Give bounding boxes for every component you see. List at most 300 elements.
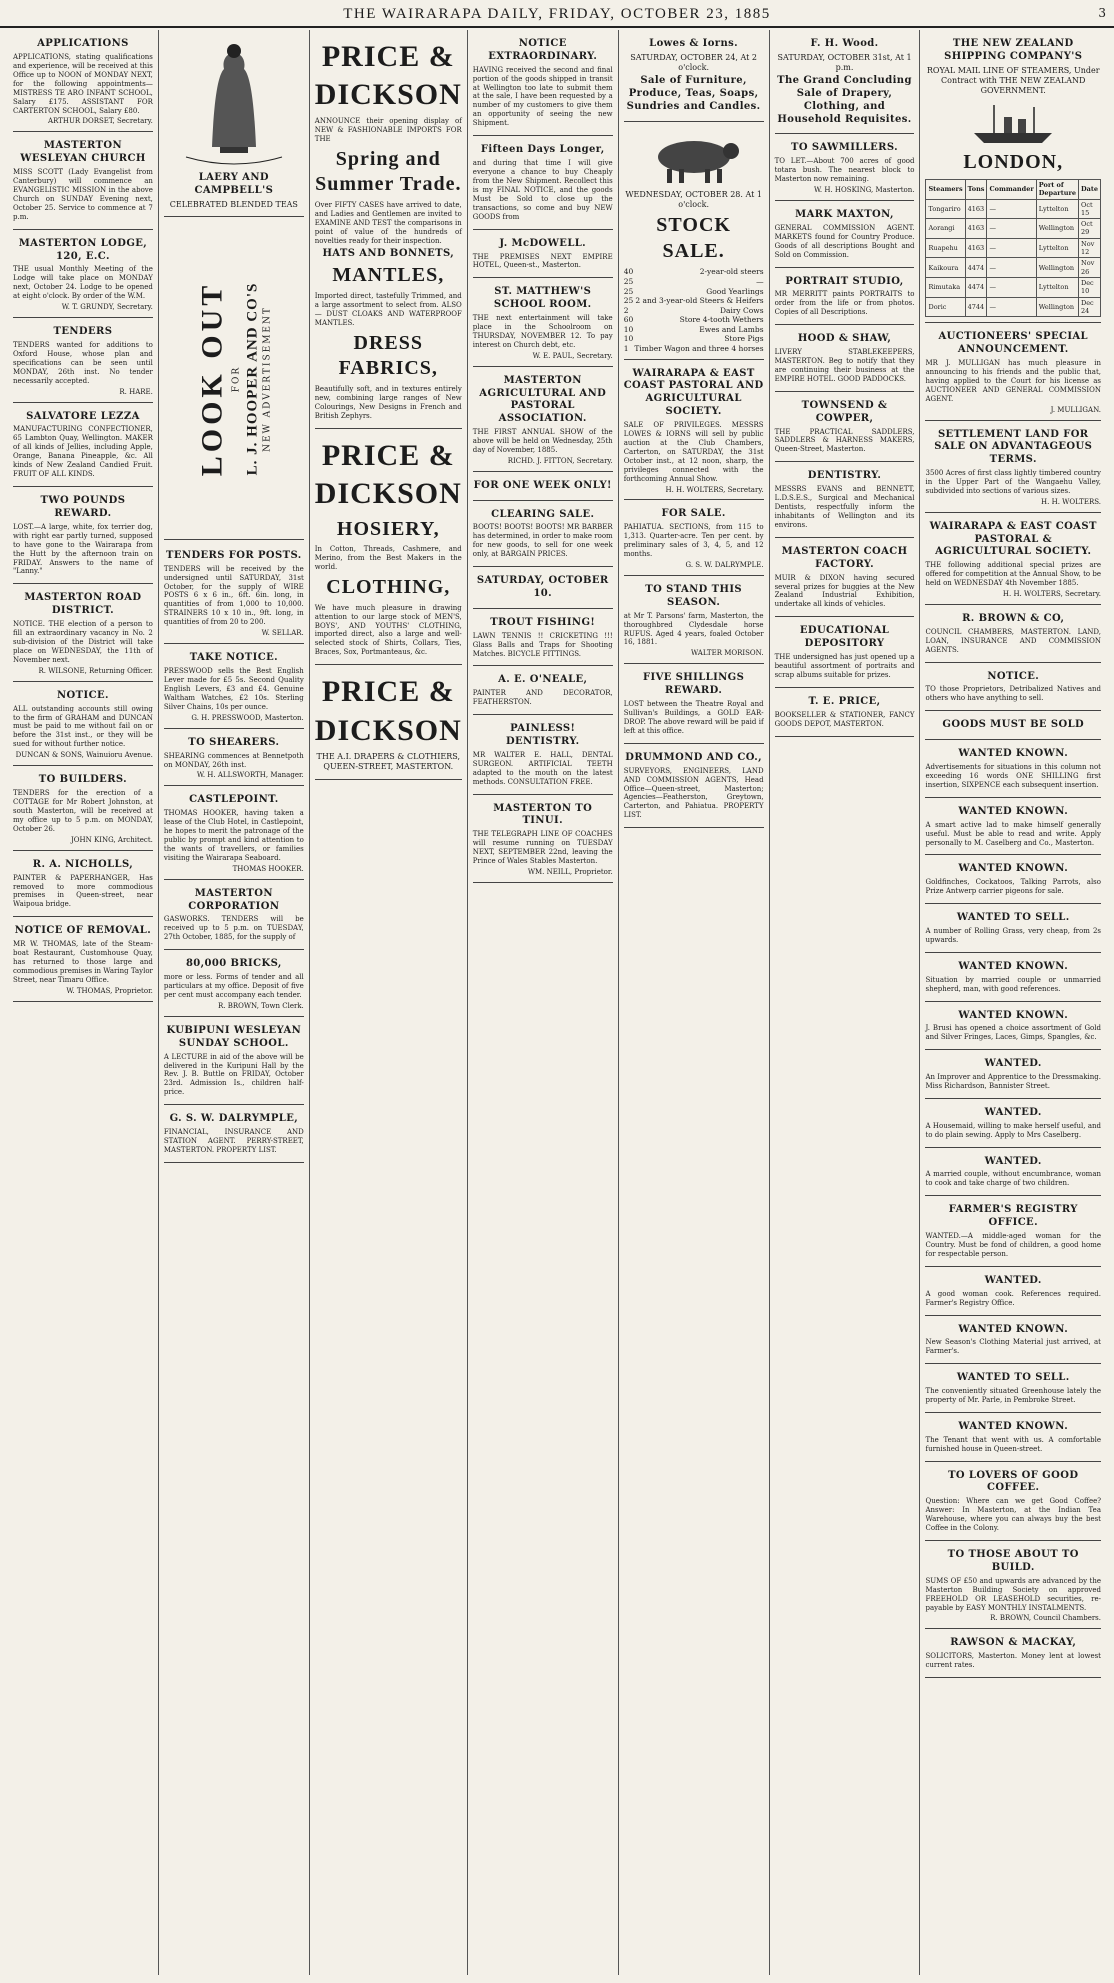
wood-sale-ad: [775, 32, 915, 134]
price-dickson-ad-2: [315, 431, 462, 666]
col1-ad: [13, 768, 153, 851]
table-header: Steamers: [926, 179, 965, 199]
ad-heading: FOR ONE WEEK ONLY!: [473, 479, 612, 491]
col5-ad: [624, 362, 764, 501]
col4-ad: [473, 569, 613, 609]
column-6-ads: [775, 136, 915, 736]
table-cell: Kaikoura: [926, 258, 965, 278]
ad-heading: HOOD & SHAW,: [797, 333, 892, 345]
ad-body: GENERAL COMMISSION AGENT. MARKETS found for Country Produce. Goods of all descriptions Bought and Sold on Commission.: [774, 223, 915, 259]
col7-ad: [925, 607, 1101, 663]
stock-qty: 10: [623, 324, 634, 334]
ad-body: LOST.—A large, white, fox terrier dog, with right ear partly turned, supposed to have gone to the Wairarapa from the Hutt by the afternoon train on FRIDAY. Answers to the name of "Lanny.": [13, 522, 153, 576]
table-cell: Lyttelton: [1036, 199, 1078, 219]
wanted-ad: [925, 742, 1101, 798]
ad-signature: W. H. HOSKING, Masterton.: [813, 186, 915, 195]
ad-heading: WANTED KNOWN.: [958, 748, 1069, 760]
col7-ad: [925, 515, 1101, 605]
col2-ad: [164, 1107, 304, 1163]
table-cell: Lyttelton: [1036, 278, 1078, 298]
lowes-title: Lowes & Iorns.: [649, 38, 739, 49]
table-cell: Tongariro: [926, 199, 965, 219]
table-row: [926, 238, 1101, 258]
ad-body: BOOKSELLER & STATIONER, FANCY GOODS DEPOT, MASTERTON.: [774, 710, 915, 728]
ad-body: J. Brusi has opened a choice assortment of Gold and Silver Fringes, Laces, Gimps, Spangles, &c.: [925, 1024, 1101, 1042]
col6-ad: [775, 327, 915, 392]
ad-signature: H. H. WOLTERS, Secretary.: [665, 485, 764, 494]
ad-body: COUNCIL CHAMBERS, MASTERTON. LAND, LOAN, INSURANCE AND COMMISSION AGENTS.: [925, 627, 1101, 654]
stock-row: [624, 325, 764, 335]
stock-item: Timber Wagon and three 4 horses: [634, 344, 764, 354]
stock-item: Store Pigs: [724, 334, 764, 344]
ad-signature: WM. NEILL, Proprietor.: [527, 867, 613, 876]
ad-signature: H. H. WOLTERS, Secretary.: [1002, 590, 1101, 599]
col4-ad: [473, 503, 613, 568]
ad-heading: TO SAWMILLERS.: [791, 142, 899, 154]
table-cell: —: [987, 219, 1036, 239]
wanted-ad: [925, 1631, 1101, 1678]
price-dickson-ad: [315, 32, 462, 429]
ad-heading: TENDERS FOR POSTS.: [166, 549, 302, 561]
column-5-ads: [624, 362, 764, 829]
stock-qty: 1: [623, 344, 629, 354]
col6-ad: [775, 540, 915, 617]
stock-qty: 60: [623, 315, 634, 325]
price-dickson-heading-2: PRICE & DICKSON: [314, 438, 462, 511]
price-dickson-heading-3: PRICE & DICKSON: [314, 675, 462, 747]
stock-qty: 25: [623, 276, 634, 286]
col2-ad: [164, 646, 304, 729]
ad-heading: WANTED TO SELL.: [956, 912, 1070, 924]
table-cell: —: [987, 297, 1036, 317]
ad-heading: WANTED TO SELL.: [956, 1372, 1070, 1384]
ad-heading: TO SHEARERS.: [188, 736, 280, 748]
ad-body: A LECTURE in aid of the above will be delivered in the Kuripuni Hall by the Rev. J. B. Buttle on FRIDAY, October 23rd. Admission Is., children half-price.: [163, 1052, 304, 1097]
ad-signature: J. MULLIGAN.: [1050, 405, 1101, 414]
masthead: [0, 0, 1114, 28]
lowes-iorns-sale-ad: [624, 32, 764, 122]
wanted-ad: [925, 1198, 1101, 1266]
ad-heading: G. S. W. DALRYMPLE,: [169, 1113, 299, 1125]
ad-body: A good woman cook. References required. Farmer's Registry Office.: [925, 1289, 1101, 1307]
table-cell: Wellington: [1036, 258, 1078, 278]
ad-heading: GOODS MUST BE SOLD: [942, 719, 1085, 731]
ad-body: A smart active lad to make himself generally useful. Must be able to read and write. Apply personally to M. Caselberg and Co., Masterton.: [925, 820, 1101, 847]
ad-body: BOOTS! BOOTS! BOOTS! MR BARBER has determined, in order to make room for new goods, to sell for one week only, at BARGAIN PRICES.: [472, 523, 613, 559]
stock-sale-ad: [624, 124, 764, 360]
ad-body: A number of Rolling Grass, very cheap, from 2s upwards.: [925, 926, 1101, 944]
table-cell: Wellington: [1036, 219, 1078, 239]
stock-item: Ewes and Lambs: [699, 324, 764, 334]
table-cell: Ruapehu: [926, 238, 965, 258]
ad-signature: WALTER MORISON.: [690, 649, 764, 658]
price-dickson-para: Over FIFTY CASES have arrived to date, and Ladies and Gentlemen are invited to EXAMINE AND TEST the comparisons in point of value of the hundreds of novelties ready for their inspection.: [314, 200, 462, 245]
stock-qty: 10: [623, 334, 634, 344]
ad-body: New Season's Clothing Material just arrived, at Farmer's.: [925, 1338, 1101, 1356]
ad-heading: WANTED.: [984, 1106, 1042, 1118]
ad-body: PAHIATUA. SECTIONS, from 115 to 1,313. Quarter-acre. Ten per cent. by preliminary sales of 3, 4, 5, and 12 months.: [623, 523, 764, 559]
stock-row: [624, 306, 764, 316]
ad-heading: ST. MATTHEW'S SCHOOL ROOM.: [493, 286, 592, 311]
ad-heading: CASTLEPOINT.: [189, 794, 279, 806]
wanted-ad: [925, 1101, 1101, 1148]
ad-heading: WANTED.: [984, 1155, 1042, 1167]
price-dickson-ad-3: [315, 667, 462, 779]
ad-heading: WANTED.: [984, 1274, 1042, 1286]
ad-heading: TROUT FISHING!: [490, 616, 596, 628]
hosiery-heading: HOSIERY,: [336, 517, 440, 540]
col4-ad: [473, 474, 613, 501]
shipping-title: THE NEW ZEALAND SHIPPING COMPANY'S: [944, 38, 1083, 62]
ad-heading: TO BUILDERS.: [38, 774, 128, 786]
ad-heading: FARMER'S REGISTRY OFFICE.: [948, 1204, 1078, 1229]
stock-sale-date: WEDNESDAY, OCTOBER 28. At 1 o'clock.: [625, 189, 762, 209]
col2-ad: [164, 731, 304, 787]
ad-heading: 80,000 BRICKS,: [185, 958, 282, 970]
shipping-subtitle: ROYAL MAIL LINE OF STEAMERS, Under Contract with THE NEW ZEALAND GOVERNMENT.: [926, 65, 1100, 96]
ad-heading: SETTLEMENT LAND FOR SALE ON ADVANTAGEOUS TERMS.: [934, 428, 1093, 466]
new-advertisement-label: NEW ADVERTISEMENT: [262, 305, 273, 452]
col6-ad: [775, 464, 915, 538]
sailing-table: [925, 179, 1101, 317]
shipping-destination: LONDON,: [963, 151, 1064, 174]
table-cell: Aorangi: [926, 219, 965, 239]
ad-body: LAWN TENNIS !! CRICKETING !!! Glass Balls and Traps for Shooting Matches. BICYCLE FITTINGS.: [472, 631, 613, 658]
ad-heading: DRUMMOND AND CO.,: [625, 751, 762, 763]
ad-body: and during that time I will give everyone a chance to buy Cheaply from the New Shipment. Recollect this is my FINAL NOTICE, and the goods Must be Sold to close up the transactions, so come and buy NEW GOODS from: [472, 159, 613, 221]
ad-body: SUMS OF £50 and upwards are advanced by the Masterton Building Society on approved FREEHOLD OR LEASEHOLD securities, re-payable by EASY MONTHLY INSTALMENTS.: [925, 1576, 1101, 1612]
col6-ad: [775, 690, 915, 737]
ad-body: more or less. Forms of tender and all particulars at my office. Deposit of five per cent must accompany each tender.: [163, 973, 304, 1000]
ad-heading: CLEARING SALE.: [491, 508, 595, 520]
ad-body: The conveniently situated Greenhouse lately the property of Mr. Parle, in Pembroke Street.: [925, 1387, 1101, 1404]
col1-ad: [13, 134, 153, 229]
stock-row: [624, 267, 764, 277]
column-7-ads: [925, 325, 1101, 740]
ad-signature: ARTHUR DORSET, Secretary.: [47, 117, 153, 126]
ad-signature: W. E. PAUL, Secretary.: [532, 351, 613, 360]
ad-heading: TENDERS: [53, 326, 113, 338]
col6-ad: [775, 270, 915, 326]
column-2: [159, 30, 310, 1975]
ad-heading: PORTRAIT STUDIO,: [785, 275, 904, 287]
ad-signature: W. T. GRUNDY, Secretary.: [61, 303, 153, 312]
table-cell: 4474: [965, 278, 987, 298]
col4-ad: [473, 138, 613, 229]
dress-fabrics-heading: DRESS FABRICS,: [338, 331, 438, 380]
hooper-look-out-ad: [164, 219, 304, 540]
ad-heading: NOTICE.: [57, 689, 109, 701]
col4-ad: [473, 611, 613, 667]
ad-heading: WANTED.: [984, 1058, 1042, 1070]
ad-heading: WANTED KNOWN.: [958, 805, 1069, 817]
col2-ad: [164, 952, 304, 1017]
ad-body: THE TELEGRAPH LINE OF COACHES will resume running on TUESDAY NEXT, SEPTEMBER 22nd, leaving the Prince of Wales Stables Masterton.: [472, 830, 613, 866]
ad-body: THE FIRST ANNUAL SHOW of the above will be held on Wednesday, 25th day of November, 1885.: [472, 427, 613, 454]
ad-heading: A. E. O'NEALE,: [498, 674, 588, 686]
ad-heading: MASTERTON LODGE, 120, E.C.: [18, 237, 148, 262]
ad-heading: T. E. PRICE,: [808, 695, 881, 707]
stock-sale-heading: STOCK SALE.: [656, 214, 731, 262]
ad-body: at Mr T. Parsons' farm, Masterton, the thoroughbred Clydesdale horse RUFUS. Aged 4 years, foaled October 16, 1881.: [623, 611, 764, 647]
ad-body: SURVEYORS, ENGINEERS, LAND AND COMMISSION AGENTS, Head Office—Queen-street, Masterton; Agencies—Featherston, Greytown, Carterton, and Pahiatua. PROPERTY LIST.: [623, 766, 764, 820]
ad-signature: W. SELLAR.: [261, 629, 304, 638]
ad-body: Goldfinches, Cockatoos, Talking Parrots, also Prize Antwerp carrier pigeons for sale.: [925, 878, 1101, 896]
column-1: [8, 30, 159, 1975]
ad-heading: TWO POUNDS REWARD.: [40, 495, 126, 519]
ad-heading: WANTED KNOWN.: [958, 1420, 1069, 1432]
wanted-ad: [925, 1366, 1101, 1413]
ad-body: PRESSWOOD sells the Best English Lever made for £5 5s. Second Quality English Levers, £3 and £4. Genuine Waltham Watches, £2 10s. Sterling Silver Chains, 10s per ounce.: [163, 667, 304, 711]
ad-body: PAINTER AND DECORATOR, FEATHERSTON.: [472, 689, 613, 707]
newspaper-columns: [8, 30, 1106, 1975]
stock-qty: 40: [623, 267, 634, 277]
col7-ad: [925, 325, 1101, 420]
ad-body: The Tenant that went with us. A comfortable furnished house in Queen-street.: [925, 1435, 1101, 1453]
wanted-ad: [925, 1269, 1101, 1316]
col4-ad: [473, 797, 613, 883]
ad-body: APPLICATIONS, stating qualifications and experience, will be received at this Office up to NOON of MONDAY NEXT, for the following appointments— MISTRESS TE ARO INFANT SCHOOL, Salary £175. ASSISTANT FOR CARTERTON SCHOOL, Salary £80.: [13, 52, 153, 115]
laery-campbell-ad: [164, 32, 304, 217]
table-row: [926, 199, 1101, 219]
stock-item: 2-year-old steers: [699, 267, 764, 277]
ad-heading: FOR SALE.: [661, 508, 726, 520]
stock-row: [624, 296, 764, 306]
table-cell: Nov 26: [1079, 258, 1101, 278]
table-cell: Doric: [926, 297, 965, 317]
lowes-sale-heading: Sale of Furniture, Produce, Teas, Soaps, Sundries and Candles.: [626, 75, 761, 112]
ad-body: MR W. THOMAS, late of the Steam-boat Restaurant, Customhouse Quay, has returned to those large and commodious premises in Waring Taylor Street, near Timaru Office.: [13, 940, 153, 984]
ad-heading: MASTERTON ROAD DISTRICT.: [24, 592, 142, 617]
column-3: [310, 30, 468, 1975]
col4-ad: [473, 717, 613, 794]
col4-ad: [473, 232, 613, 279]
column-8-ads: [925, 742, 1101, 1678]
col4-ad: [473, 280, 613, 366]
ad-heading: TO LOVERS OF GOOD COFFEE.: [948, 1469, 1079, 1494]
stock-qty: 2: [623, 305, 629, 315]
look-out-heading: LOOK OUT: [195, 281, 229, 477]
table-header: Date: [1079, 179, 1101, 199]
ad-heading: NOTICE OF REMOVAL.: [14, 925, 152, 937]
table-header: Commander: [987, 179, 1036, 199]
stock-row: [624, 334, 764, 344]
ad-body: GASWORKS. TENDERS will be received up to 5 p.m. on TUESDAY, 27th October, 1885, for the supply of: [163, 915, 304, 942]
ad-body: SOLICITORS, Masterton. Money lent at lowest current rates.: [925, 1652, 1101, 1670]
ad-body: THE PREMISES NEXT EMPIRE HOTEL, Queen-st., Masterton.: [472, 252, 613, 270]
table-cell: —: [987, 238, 1036, 258]
col6-ad: [775, 619, 915, 687]
newspaper-title: THE WAIRARAPA DAILY, FRIDAY, OCTOBER 23, 1885: [343, 6, 771, 22]
wanted-ad: [925, 955, 1101, 1002]
col7-ad: [925, 713, 1101, 740]
table-row: [926, 278, 1101, 298]
stock-item: 2 and 3-year-old Steers & Heifers: [635, 296, 764, 306]
tea-figure-illustration: [174, 39, 294, 169]
col1-ad: [13, 405, 153, 488]
col7-ad: [925, 665, 1101, 712]
hats-bonnets: HATS AND BONNETS,: [322, 247, 455, 259]
ad-heading: R. BROWN & CO,: [962, 612, 1065, 624]
ad-heading: TO THOSE ABOUT TO BUILD.: [947, 1549, 1079, 1573]
ad-heading: AUCTIONEERS' SPECIAL ANNOUNCEMENT.: [938, 331, 1088, 356]
col1-ad: [13, 586, 153, 681]
ad-signature: R. WILSONE, Returning Officer.: [38, 666, 153, 675]
table-cell: Oct 15: [1079, 199, 1101, 219]
ad-body: TO LET.—About 700 acres of good totara bush. The nearest block to Masterton now remaining.: [774, 157, 915, 184]
ad-body: THE next entertainment will take place in the Schoolroom on THURSDAY, NOVEMBER 12. To pay interest on Church debt, etc.: [472, 314, 613, 349]
wanted-ad: [925, 857, 1101, 904]
ad-heading: MASTERTON CORPORATION: [188, 887, 280, 912]
ad-heading: RAWSON & MACKAY,: [950, 1637, 1077, 1649]
ad-body: MISS SCOTT (Lady Evangelist from Canterbury) will commence an EVANGELISTIC MISSION in the above Church on SUNDAY Evening next, October 25. Service to commence at 7 p.m.: [13, 168, 153, 221]
clothing-body: We have much pleasure in drawing attention to our large stock of MEN'S, BOYS', AND YOUTHS' CLOTHING, imported direct, also a large and well-selected stock of Shirts, Collars, Ties, Braces, Sox, Portmanteaus, &c.: [314, 603, 462, 657]
ad-body: LOST between the Theatre Royal and Sullivan's Buildings, a GOLD EAR-DROP. The above reward will be paid if left at this office.: [623, 699, 764, 735]
table-cell: Dec 10: [1079, 278, 1101, 298]
wanted-ad: [925, 1464, 1101, 1541]
ad-heading: MASTERTON TO TINUI.: [493, 802, 593, 827]
col1-ad: [13, 684, 153, 767]
stock-qty: 25: [623, 296, 634, 306]
ad-body: THE following additional special prizes are offered for competition at the Annual Show, to be held on WEDNESDAY 4th November 1885.: [925, 561, 1101, 588]
ad-body: MANUFACTURING CONFECTIONER, 65 Lambton Quay, Wellington. MAKER of all kinds of Jellies, including Apple, Orange, Banana Pineapple, &c. All kinds of New Zealand Candied Fruit. FRUIT OF ALL KINDS.: [13, 425, 153, 479]
look-out-for: FOR: [231, 365, 242, 393]
table-cell: 4163: [965, 219, 987, 239]
ad-heading: WANTED KNOWN.: [958, 863, 1069, 875]
column-4: [468, 30, 619, 1975]
steamship-illustration: [968, 99, 1058, 147]
stock-row: [624, 277, 764, 287]
ad-body: THE undersigned has just opened up a beautiful assortment of portraits and scrap albums suitable for prizes.: [774, 652, 915, 679]
wanted-ad: [925, 1004, 1101, 1051]
ad-signature: THOMAS HOOKER.: [232, 864, 304, 873]
ad-signature: W. H. ALLSWORTH, Manager.: [196, 771, 304, 780]
price-dickson-intro: ANNOUNCE their opening display of NEW & FASHIONABLE IMPORTS FOR THE: [314, 116, 462, 143]
stock-item: Dairy Cows: [719, 305, 764, 315]
ad-body: THE usual Monthly Meeting of the Lodge will take place on MONDAY next, October 24. Lodge to be opened at eight o'clock. By order of the W.M.: [13, 265, 153, 301]
ad-heading: MASTERTON COACH FACTORY.: [781, 545, 908, 570]
teas-label: CELEBRATED BLENDED TEAS: [169, 199, 298, 209]
ad-signature: G. H. PRESSWOOD, Masterton.: [191, 713, 304, 722]
ad-heading: WANTED KNOWN.: [958, 960, 1069, 972]
mantles-heading: MANTLES,: [332, 264, 445, 287]
lowes-date: SATURDAY, OCTOBER 24, At 2 o'clock.: [630, 52, 757, 73]
ad-body: SALE OF PRIVILEGES. MESSRS LOWES & IORNS will sell by public auction at the Club Chambers, Carterton, on SATURDAY, the 31st October inst., at 12 noon, sharp, the privileges connected with the forthcoming Annual Show.: [623, 420, 764, 483]
column-2-ads: [164, 544, 304, 1163]
ad-body: THOMAS HOOKER, having taken a lease of the Club Hotel, in Castlepoint, he hopes to merit the patronage of the public by prompt and kind attention to the wants of travellers, or families visiting the Wairarapa Seaboard.: [163, 809, 304, 862]
ad-body: TENDERS will be received by the undersigned until SATURDAY, 31st October, for the supply of WIRE POSTS 6 x 6 in., 6ft. 6in. long, in quantities of from 1,000 to 10,000. STRAINERS 10 x 10 in., 9ft. long, in quantities of from 20 to 200.: [163, 564, 304, 627]
col1-ad: [13, 320, 153, 403]
table-cell: Dec 24: [1079, 297, 1101, 317]
wanted-ad: [925, 1415, 1101, 1462]
laery-label: LAERY AND CAMPBELL'S: [194, 172, 274, 196]
table-cell: —: [987, 278, 1036, 298]
col4-ad: [473, 668, 613, 715]
table-cell: Nov 12: [1079, 238, 1101, 258]
table-cell: Rimutaka: [926, 278, 965, 298]
ad-heading: WANTED KNOWN.: [958, 1009, 1069, 1021]
clothing-heading: CLOTHING,: [326, 576, 451, 599]
hooper-name: L. J. HOOPER AND CO'S: [244, 282, 261, 476]
stock-row: [624, 344, 764, 354]
wood-sale-heading: The Grand Concluding Sale of Drapery, Clothing, and Household Requisites.: [777, 75, 912, 125]
ad-body: Question: Where can we get Good Coffee? Answer: In Masterton, at the Indian Tea Warehouse, where you can always buy the best Coffee in the Colony.: [925, 1497, 1101, 1533]
ad-body: An Improver and Apprentice to the Dressmaking. Miss Richardson, Bannister Street.: [925, 1073, 1101, 1091]
table-cell: Wellington: [1036, 297, 1078, 317]
col2-ad: [164, 1019, 304, 1105]
table-header: Port of Departure: [1036, 179, 1078, 199]
col1-ad: [13, 232, 153, 318]
wanted-ad: [925, 1052, 1101, 1099]
ad-body: PAINTER & PAPERHANGER, Has removed to more commodious premises in Queen-street, near Waipoua bridge.: [13, 873, 153, 909]
ad-signature: H. H. WOLTERS.: [1041, 497, 1101, 506]
col5-ad: [624, 578, 764, 664]
ad-body: TENDERS for the erection of a COTTAGE for Mr Robert Johnston, at south Masterton, will be received at my office up to 5 p.m. on MONDAY, October 26.: [13, 789, 153, 833]
ad-body: WANTED.—A middle-aged woman for the Country. Must be fond of children, a good home for respectable person.: [925, 1231, 1101, 1258]
table-row: [926, 258, 1101, 278]
col1-ad: [13, 489, 153, 584]
ad-signature: DUNCAN & SONS, Wainuioru Avenue.: [15, 751, 153, 760]
col6-ad: [775, 394, 915, 462]
price-dickson-heading-1: PRICE & DICKSON: [314, 40, 462, 112]
ad-heading: DENTISTRY.: [807, 470, 882, 482]
table-cell: Lyttelton: [1036, 238, 1078, 258]
table-cell: 4744: [965, 297, 987, 317]
ad-body: TO those Proprietors, Detribalized Natives and others who have anything to sell.: [925, 685, 1101, 703]
table-header: Tons: [965, 179, 987, 199]
ad-heading: TAKE NOTICE.: [189, 652, 278, 664]
ad-body: NOTICE. THE election of a person to fill an extraordinary vacancy in No. 2 sub-division of the District will take place on WEDNESDAY, the 11th of November next.: [13, 620, 153, 664]
ad-body: ALL outstanding accounts still owing to the firm of GRAHAM and DUNCAN must be paid to me without fail on or before the 31st inst., or they will be sued for without further notice.: [13, 704, 153, 749]
cattle-illustration: [639, 131, 749, 187]
ad-heading: SALVATORE LEZZA: [26, 410, 140, 422]
col2-ad: [164, 788, 304, 879]
ad-body: Situation by married couple or unmarried shepherd, man, with good references.: [925, 975, 1101, 993]
ad-heading: WANTED KNOWN.: [958, 1323, 1069, 1335]
wood-date: SATURDAY, OCTOBER 31st, At 1 p.m.: [777, 52, 912, 73]
ad-body: Advertisements for situations in this column not exceeding 16 words ONE SHILLING first insertion, SIXPENCE each subsequent insertion.: [925, 762, 1101, 789]
column-6: [770, 30, 921, 1975]
ad-signature: W. THOMAS, Proprietor.: [66, 986, 153, 995]
ad-body: MUIR & DIXON having secured several prizes for buggies at the New Zealand Industrial Exhibition, undertake all kinds of vehicles.: [774, 573, 915, 609]
wood-title: F. H. Wood.: [810, 38, 879, 49]
ad-signature: G. S. W. DALRYMPLE.: [685, 561, 764, 570]
table-cell: —: [987, 199, 1036, 219]
ad-signature: R. BROWN, Council Chambers.: [990, 1614, 1101, 1623]
table-cell: —: [987, 258, 1036, 278]
ad-body: MR WALTER E. HALL, DENTAL SURGEON. ARTIFICIAL TEETH adapted to the mouth on the latest methods. CONSULTATION FREE.: [472, 750, 613, 786]
shipping-ad: [925, 32, 1101, 323]
col5-ad: [624, 666, 764, 743]
col7-ad: [925, 423, 1101, 513]
ad-heading: WAIRARAPA & EAST COAST PASTORAL AND AGRICULTURAL SOCIETY.: [623, 367, 764, 418]
col1-ad: [13, 919, 153, 1002]
table-row: [926, 297, 1101, 317]
ad-body: THE PRACTICAL SADDLERS, SADDLERS & HARNESS MAKERS, Queen-Street, Masterton.: [774, 427, 915, 454]
stock-item: Good Yearlings: [706, 286, 764, 296]
table-row: [926, 219, 1101, 239]
wanted-ad: [925, 906, 1101, 953]
ad-heading: FIVE SHILLINGS REWARD.: [643, 672, 745, 697]
ad-heading: TOWNSEND & COWPER,: [801, 399, 888, 424]
column-7: [920, 30, 1106, 1975]
ad-heading: NOTICE EXTRAORDINARY.: [488, 38, 598, 62]
ad-body: A Housemaid, willing to make herself useful, and to do plain sewing. Apply to Mrs Caselberg.: [925, 1121, 1101, 1139]
ad-heading: MARK MAXTON,: [795, 209, 894, 221]
column-5: [619, 30, 770, 1975]
ad-body: LIVERY STABLEKEEPERS, MASTERTON. Beg to notify that they are continuing their business at the EMPIRE HOTEL. GOOD PADDOCKS.: [774, 348, 915, 383]
ad-heading: APPLICATIONS: [37, 38, 129, 49]
